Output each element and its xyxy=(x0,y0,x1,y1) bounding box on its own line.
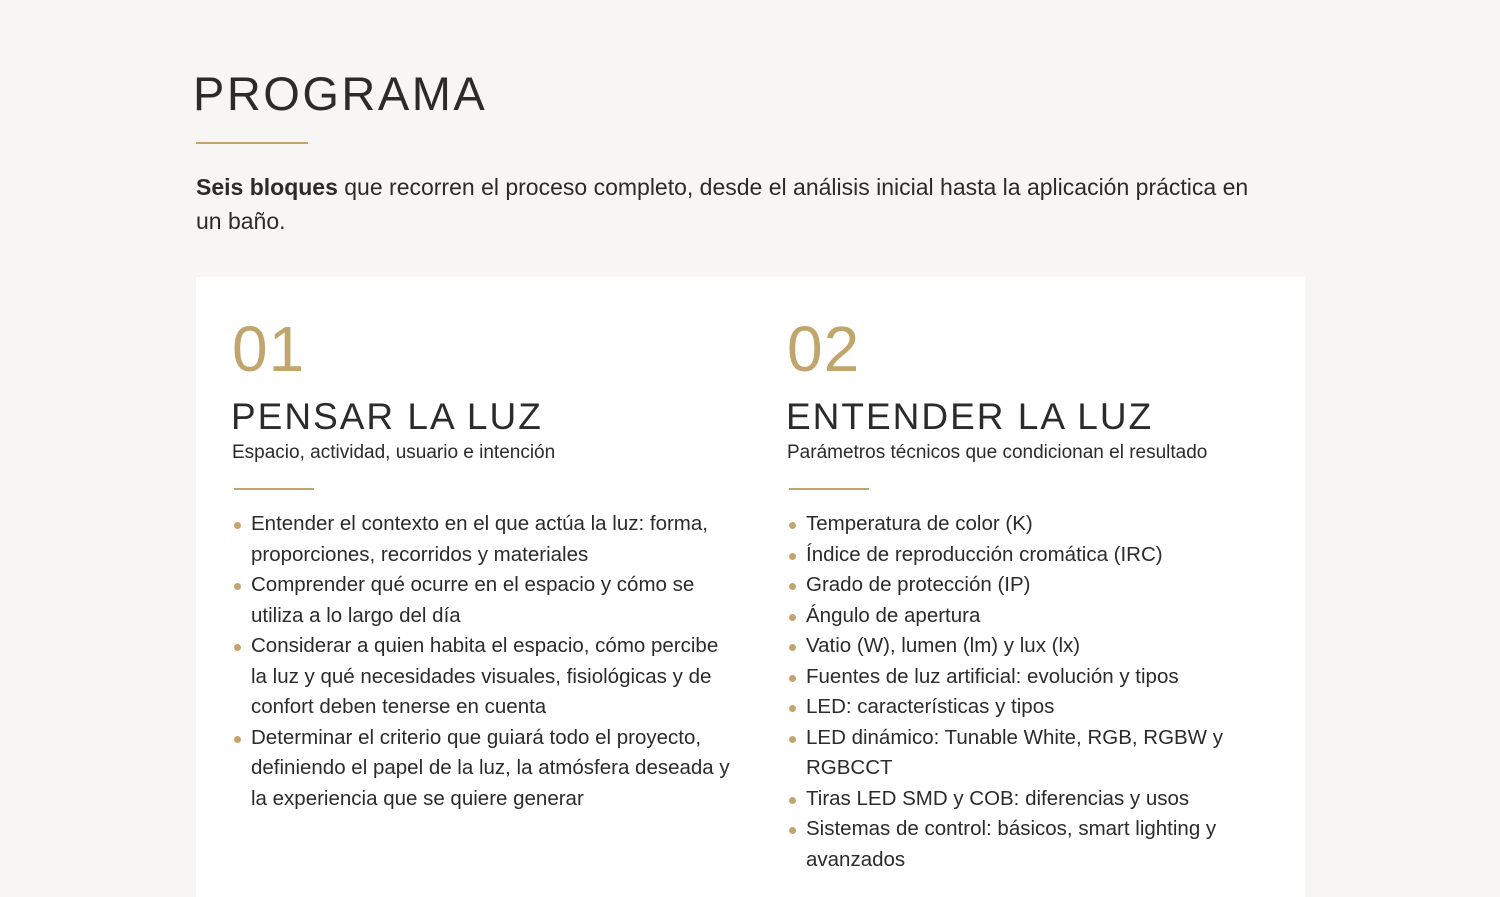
topic-item xyxy=(787,723,1287,784)
bullet-dot-icon xyxy=(234,583,241,590)
topic-text: Tiras LED SMD y COB: diferencias y usos xyxy=(806,786,1190,810)
bullet-dot-icon xyxy=(789,736,796,743)
bullet-dot-icon xyxy=(789,644,796,651)
topic-text: Vatio (W), lumen (lm) y lux (lx) xyxy=(806,634,1081,657)
intro-bold-text: Seis bloques xyxy=(196,174,338,200)
block-title: PENSAR LA LUZ xyxy=(231,396,543,437)
section-title: PROGRAMA xyxy=(193,67,488,120)
block-subtitle: Parámetros técnicos que condicionan el resultado xyxy=(787,442,1208,463)
intro-text: que recorren el proceso completo, desde el análisis inicial hasta la aplicación práctica en un baño. xyxy=(196,174,1249,234)
topic-text: Ángulo de apertura xyxy=(806,603,981,627)
program-card xyxy=(196,277,1305,897)
block-subtitle: Espacio, actividad, usuario e intención xyxy=(232,442,556,463)
block-divider xyxy=(789,488,869,490)
bullet-dot-icon xyxy=(789,827,796,834)
bullet-dot-icon xyxy=(789,705,796,712)
topic-item xyxy=(787,814,1287,875)
topic-text: Fuentes de luz artificial: evolución y tipos xyxy=(806,664,1179,688)
block-number: 02 xyxy=(787,313,861,385)
bullet-dot-icon xyxy=(789,553,796,560)
topic-item xyxy=(787,509,1287,540)
topic-item xyxy=(787,540,1287,571)
topic-item xyxy=(787,570,1287,601)
topic-text: Determinar el criterio que guiará todo el proyecto, definiendo el papel de la luz, la atmósfera deseada y la experiencia que se quiere generar xyxy=(251,725,730,810)
bullet-dot-icon xyxy=(789,797,796,804)
topic-item xyxy=(232,723,732,815)
topic-item xyxy=(787,601,1287,632)
block-topic-list xyxy=(787,509,1287,875)
section-intro xyxy=(196,170,1256,238)
bullet-dot-icon xyxy=(234,522,241,529)
topic-item xyxy=(232,631,732,723)
bullet-dot-icon xyxy=(789,522,796,529)
topic-item xyxy=(232,509,732,570)
bullet-dot-icon xyxy=(789,614,796,621)
topic-text: Temperatura de color (K) xyxy=(806,512,1033,535)
topic-text: LED dinámico: Tunable White, RGB, RGBW y RGBCCT xyxy=(806,725,1223,779)
topic-item xyxy=(232,570,732,631)
bullet-dot-icon xyxy=(789,675,796,682)
topic-text: Grado de protección (IP) xyxy=(806,573,1031,596)
block-divider xyxy=(234,488,314,490)
topic-text: LED: características y tipos xyxy=(806,695,1055,718)
bullet-dot-icon xyxy=(234,736,241,743)
topic-text: Entender el contexto en el que actúa la luz: forma, proporciones, recorridos y materiales xyxy=(251,512,708,566)
topic-text: Sistemas de control: básicos, smart lighting y avanzados xyxy=(806,817,1217,871)
topic-item xyxy=(787,692,1287,723)
topic-item xyxy=(787,784,1287,815)
topic-text: Índice de reproducción cromática (IRC) xyxy=(806,542,1163,566)
topic-item xyxy=(787,631,1287,662)
bullet-dot-icon xyxy=(789,583,796,590)
block-topic-list xyxy=(232,509,732,814)
topic-text: Comprender qué ocurre en el espacio y cómo se utiliza a lo largo del día xyxy=(251,573,695,627)
topic-item xyxy=(787,662,1287,693)
bullet-dot-icon xyxy=(234,644,241,651)
topic-text: Considerar a quien habita el espacio, cómo percibe la luz y qué necesidades visuales, fisiológicas y de confort deben tenerse en cuenta xyxy=(251,634,719,718)
title-divider xyxy=(196,142,308,144)
block-number: 01 xyxy=(232,313,306,385)
block-title: ENTENDER LA LUZ xyxy=(786,396,1154,437)
